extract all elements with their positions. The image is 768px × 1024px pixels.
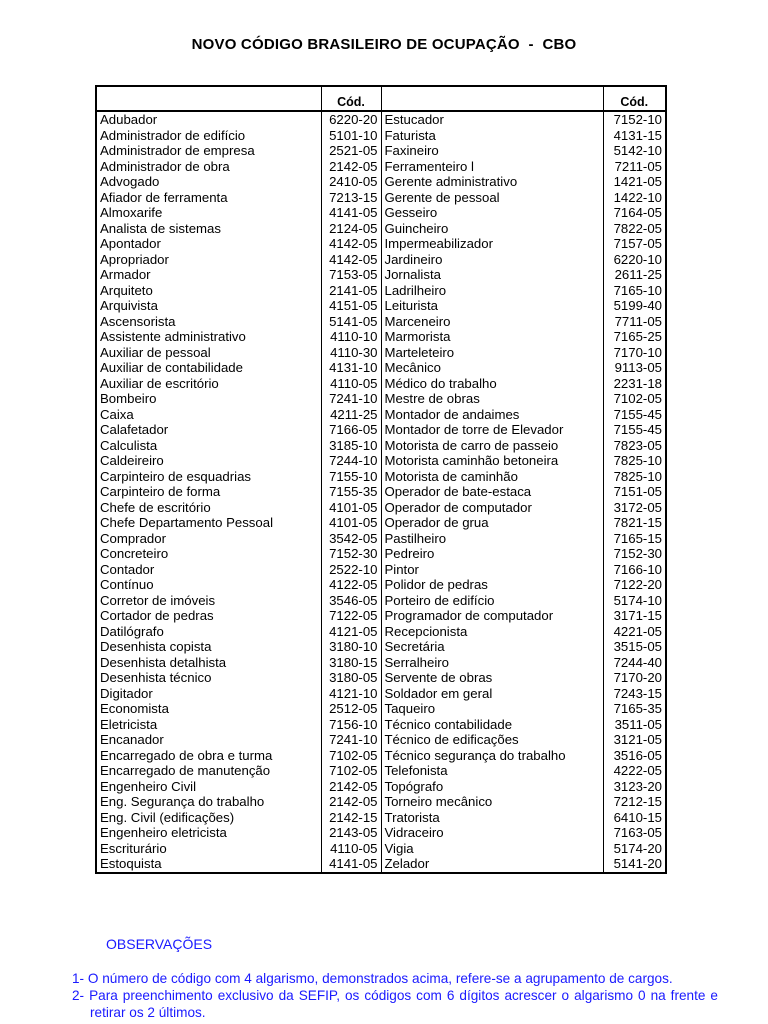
table-row xyxy=(96,143,666,159)
cell-occupation-right: Polidor de pedras xyxy=(381,577,603,593)
cell-code-left: 4121-05 xyxy=(321,624,381,640)
cell-occupation-right: Recepcionista xyxy=(381,624,603,640)
cell-occupation-left: Calculista xyxy=(100,437,158,453)
cell-code-left: 4110-05 xyxy=(321,841,381,857)
cell-occupation-left: Administrador de obra xyxy=(100,158,230,174)
cell-occupation-right: Técnico de edificações xyxy=(381,732,603,748)
cell-code-left: 2142-05 xyxy=(321,794,381,810)
cell-code-left: 2142-05 xyxy=(321,779,381,795)
cell-occupation-right: Marteleteiro xyxy=(381,345,603,361)
cell-occupation-right: Tratorista xyxy=(381,810,603,826)
cell-occupation-left: Afiador de ferramenta xyxy=(100,189,228,205)
cell-code-right: 7821-15 xyxy=(603,515,666,531)
cell-occupation-left: Caixa xyxy=(100,406,134,422)
cell-occupation-right: Mecânico xyxy=(381,360,603,376)
cell-occupation-left: Contínuo xyxy=(100,577,154,592)
cell-code-right: 7823-05 xyxy=(603,438,666,454)
cell-code-right: 7164-05 xyxy=(603,205,666,221)
note-2: 2- Para preenchimento exclusivo da SEFIP, os códigos com 6 dígitos acrescer o algarismo 0 na frente e retirar os 2 últimos. xyxy=(72,988,718,1020)
table-row xyxy=(96,531,666,547)
cell-occupation-right: Motorista de caminhão xyxy=(381,469,603,485)
cell-occupation-right: Faxineiro xyxy=(381,143,603,159)
cell-code-right: 7711-05 xyxy=(603,314,666,330)
cell-occupation-right: Guincheiro xyxy=(381,221,603,237)
table-row xyxy=(96,159,666,175)
cell-code-left: 7241-10 xyxy=(321,391,381,407)
cell-occupation-right: Secretária xyxy=(381,639,603,655)
cell-occupation-left: Administrador de empresa xyxy=(100,143,255,158)
cell-code-right: 3121-05 xyxy=(603,732,666,748)
cell-code-right: 5142-10 xyxy=(603,143,666,159)
cell-code-left: 4110-30 xyxy=(321,345,381,361)
cell-code-left: 3542-05 xyxy=(321,531,381,547)
cell-occupation-left: Bombeiro xyxy=(100,391,157,406)
table-row xyxy=(96,422,666,438)
cell-code-right: 6220-10 xyxy=(603,252,666,268)
cell-occupation-left: Apontador xyxy=(100,236,161,251)
table-row xyxy=(96,267,666,283)
cell-occupation-right: Vidraceiro xyxy=(381,825,603,841)
cell-code-right: 5174-20 xyxy=(603,841,666,857)
cell-occupation-left: Chefe de escritório xyxy=(100,499,211,515)
cell-code-right: 7152-30 xyxy=(603,546,666,562)
cell-code-right: 4221-05 xyxy=(603,624,666,640)
cell-code-left: 2141-05 xyxy=(321,283,381,299)
table-header-row xyxy=(96,86,666,111)
cell-code-left: 4101-05 xyxy=(321,515,381,531)
cell-occupation-left: Engenheiro Civil xyxy=(100,778,197,794)
cell-occupation-right: Gerente administrativo xyxy=(381,174,603,190)
cell-occupation-left: Eng. Segurança do trabalho xyxy=(100,794,265,809)
cell-code-left: 2512-05 xyxy=(321,701,381,717)
header-occupation-right xyxy=(381,86,603,111)
cell-code-right: 7170-10 xyxy=(603,345,666,361)
cell-code-right: 7212-15 xyxy=(603,794,666,810)
cell-occupation-left: Datilógrafo xyxy=(100,623,164,639)
cell-occupation-left: Auxiliar de contabilidade xyxy=(100,360,243,375)
cell-code-right: 5174-10 xyxy=(603,593,666,609)
cell-occupation-right: Faturista xyxy=(381,128,603,144)
table-row xyxy=(96,252,666,268)
table-row xyxy=(96,329,666,345)
cell-code-left: 2142-05 xyxy=(321,159,381,175)
cell-code-right: 5141-20 xyxy=(603,856,666,873)
cell-occupation-right: Jardineiro xyxy=(381,252,603,268)
cell-occupation-left: Advogado xyxy=(100,174,160,189)
cell-code-left: 6220-20 xyxy=(321,111,381,128)
cell-code-left: 2522-10 xyxy=(321,562,381,578)
cell-occupation-left: Desenhista técnico xyxy=(100,670,212,685)
cell-occupation-right: Servente de obras xyxy=(381,670,603,686)
cell-code-right: 7170-20 xyxy=(603,670,666,686)
cell-occupation-right: Pastilheiro xyxy=(381,531,603,547)
cell-occupation-left: Concreteiro xyxy=(100,546,169,561)
cell-code-right: 7825-10 xyxy=(603,453,666,469)
table-row xyxy=(96,686,666,702)
cell-code-left: 2142-15 xyxy=(321,810,381,826)
cell-code-left: 7244-10 xyxy=(321,453,381,469)
cell-code-left: 4122-05 xyxy=(321,577,381,593)
cell-code-right: 7151-05 xyxy=(603,484,666,500)
cell-code-left: 3185-10 xyxy=(321,438,381,454)
cell-occupation-left: Eng. Civil (edificações) xyxy=(100,809,235,825)
table-row xyxy=(96,345,666,361)
table-row xyxy=(96,655,666,671)
cell-code-left: 7166-05 xyxy=(321,422,381,438)
cell-code-right: 7825-10 xyxy=(603,469,666,485)
cell-code-right: 7155-45 xyxy=(603,407,666,423)
cell-code-left: 3180-05 xyxy=(321,670,381,686)
cell-occupation-right: Mestre de obras xyxy=(381,391,603,407)
cell-code-left: 3546-05 xyxy=(321,593,381,609)
observations-heading: OBSERVAÇÕES xyxy=(106,936,213,952)
cell-code-left: 7241-10 xyxy=(321,732,381,748)
cell-code-right: 7165-15 xyxy=(603,531,666,547)
table-row xyxy=(96,205,666,221)
cell-code-left: 3180-15 xyxy=(321,655,381,671)
cell-occupation-right: Estucador xyxy=(381,111,603,128)
cell-occupation-left: Encanador xyxy=(100,732,164,747)
cell-occupation-left: Escriturário xyxy=(100,840,167,856)
cell-code-left: 7102-05 xyxy=(321,748,381,764)
cell-code-left: 7213-15 xyxy=(321,190,381,206)
cell-occupation-left: Calafetador xyxy=(100,422,169,437)
cell-occupation-right: Motorista de carro de passeio xyxy=(381,438,603,454)
cell-code-left: 7155-10 xyxy=(321,469,381,485)
cell-occupation-right: Telefonista xyxy=(381,763,603,779)
cell-code-right: 7163-05 xyxy=(603,825,666,841)
cell-code-left: 4151-05 xyxy=(321,298,381,314)
table-row xyxy=(96,314,666,330)
table-row xyxy=(96,407,666,423)
cell-code-left: 5141-05 xyxy=(321,314,381,330)
document-title: NOVO CÓDIGO BRASILEIRO DE OCUPAÇÃO - CBO xyxy=(191,36,577,53)
table-row xyxy=(96,779,666,795)
table-row xyxy=(96,376,666,392)
cell-occupation-right: Leiturista xyxy=(381,298,603,314)
cell-occupation-left: Encarregado de obra e turma xyxy=(100,747,273,763)
cell-occupation-left: Administrador de edifício xyxy=(100,127,246,143)
cell-code-left: 4211-25 xyxy=(321,407,381,423)
cell-occupation-left: Almoxarife xyxy=(100,205,163,220)
cell-code-right: 3123-20 xyxy=(603,779,666,795)
cell-code-left: 4121-10 xyxy=(321,686,381,702)
cell-occupation-left: Chefe Departamento Pessoal xyxy=(100,515,274,530)
header-code-right: Cód. xyxy=(603,86,666,111)
cell-occupation-left: Economista xyxy=(100,701,169,716)
cell-occupation-left: Engenheiro eletricista xyxy=(100,825,227,840)
cell-code-right: 4131-15 xyxy=(603,128,666,144)
table-row xyxy=(96,298,666,314)
cell-occupation-right: Marceneiro xyxy=(381,314,603,330)
table-row xyxy=(96,810,666,826)
cell-occupation-right: Ladrilheiro xyxy=(381,283,603,299)
table-row xyxy=(96,484,666,500)
cell-code-left: 4101-05 xyxy=(321,500,381,516)
cell-occupation-left: Ascensorista xyxy=(100,313,176,329)
table-row xyxy=(96,856,666,873)
table-row xyxy=(96,391,666,407)
cell-code-right: 3171-15 xyxy=(603,608,666,624)
cell-code-right: 7165-35 xyxy=(603,701,666,717)
cbo-table xyxy=(95,85,667,874)
cell-occupation-left: Auxiliar de escritório xyxy=(100,375,219,391)
cell-code-right: 7155-45 xyxy=(603,422,666,438)
cell-occupation-left: Cortador de pedras xyxy=(100,608,214,623)
table-row xyxy=(96,546,666,562)
table-row xyxy=(96,111,666,128)
table-row xyxy=(96,624,666,640)
cell-occupation-right: Gerente de pessoal xyxy=(381,190,603,206)
cell-occupation-left: Analista de sistemas xyxy=(100,220,221,236)
table-row xyxy=(96,608,666,624)
cell-code-left: 4142-05 xyxy=(321,252,381,268)
cell-code-left: 4141-05 xyxy=(321,205,381,221)
cell-occupation-left: Contador xyxy=(100,561,155,577)
table-row xyxy=(96,515,666,531)
cell-code-left: 4110-05 xyxy=(321,376,381,392)
table-row xyxy=(96,794,666,810)
table-body xyxy=(96,111,666,873)
cell-occupation-left: Encarregado de manutenção xyxy=(100,763,271,778)
cell-code-right: 7122-20 xyxy=(603,577,666,593)
cell-occupation-left: Corretor de imóveis xyxy=(100,592,216,608)
cell-occupation-right: Topógrafo xyxy=(381,779,603,795)
cell-code-right: 7244-40 xyxy=(603,655,666,671)
table-row xyxy=(96,221,666,237)
cell-occupation-left: Carpinteiro de forma xyxy=(100,484,221,499)
cell-occupation-left: Eletricista xyxy=(100,716,158,732)
cell-code-right: 1422-10 xyxy=(603,190,666,206)
table-row xyxy=(96,670,666,686)
cell-occupation-right: Técnico contabilidade xyxy=(381,717,603,733)
cell-code-right: 4222-05 xyxy=(603,763,666,779)
cell-occupation-left: Desenhista detalhista xyxy=(100,654,227,670)
cell-occupation-right: Montador de torre de Elevador xyxy=(381,422,603,438)
cell-code-right: 3172-05 xyxy=(603,500,666,516)
cell-code-left: 2124-05 xyxy=(321,221,381,237)
note-1: 1- O número de código com 4 algarismo, demonstrados acima, refere-se a agrupamento de cargos. xyxy=(72,971,673,986)
cell-code-right: 2231-18 xyxy=(603,376,666,392)
cell-code-left: 7152-30 xyxy=(321,546,381,562)
cell-occupation-right: Técnico segurança do trabalho xyxy=(381,748,603,764)
cell-occupation-left: Desenhista copista xyxy=(100,639,212,654)
table-row xyxy=(96,236,666,252)
cell-occupation-right: Médico do trabalho xyxy=(381,376,603,392)
cell-occupation-left: Carpinteiro de esquadrias xyxy=(100,468,252,484)
cell-code-left: 2143-05 xyxy=(321,825,381,841)
cell-occupation-right: Gesseiro xyxy=(381,205,603,221)
cell-code-left: 2521-05 xyxy=(321,143,381,159)
cell-code-left: 7155-35 xyxy=(321,484,381,500)
cell-code-right: 7152-10 xyxy=(603,111,666,128)
cell-occupation-right: Operador de computador xyxy=(381,500,603,516)
cell-code-right: 6410-15 xyxy=(603,810,666,826)
cell-code-right: 3515-05 xyxy=(603,639,666,655)
cell-code-left: 4110-10 xyxy=(321,329,381,345)
cell-occupation-right: Taqueiro xyxy=(381,701,603,717)
cell-occupation-left: Estoquista xyxy=(100,856,162,871)
cell-occupation-left: Assistente administrativo xyxy=(100,329,246,344)
table-row xyxy=(96,283,666,299)
cell-occupation-left: Apropriador xyxy=(100,251,169,267)
table-row xyxy=(96,732,666,748)
cell-occupation-right: Motorista caminhão betoneira xyxy=(381,453,603,469)
table-row xyxy=(96,593,666,609)
cell-occupation-right: Zelador xyxy=(381,856,603,873)
cell-occupation-right: Montador de andaimes xyxy=(381,407,603,423)
table-row xyxy=(96,763,666,779)
cell-occupation-right: Soldador em geral xyxy=(381,686,603,702)
cell-occupation-left: Digitador xyxy=(100,685,153,701)
cell-occupation-right: Jornalista xyxy=(381,267,603,283)
cell-code-right: 7165-10 xyxy=(603,283,666,299)
table-row xyxy=(96,128,666,144)
cell-occupation-right: Operador de grua xyxy=(381,515,603,531)
cell-occupation-right: Serralheiro xyxy=(381,655,603,671)
table-row xyxy=(96,577,666,593)
cell-occupation-left: Auxiliar de pessoal xyxy=(100,344,211,360)
cell-code-right: 7102-05 xyxy=(603,391,666,407)
cell-code-left: 7102-05 xyxy=(321,763,381,779)
cell-occupation-right: Pintor xyxy=(381,562,603,578)
cell-occupation-left: Adubador xyxy=(100,112,158,127)
cell-occupation-left: Caldeireiro xyxy=(100,453,164,468)
cell-occupation-right: Vigia xyxy=(381,841,603,857)
cell-occupation-right: Ferramenteiro l xyxy=(381,159,603,175)
cell-code-right: 2611-25 xyxy=(603,267,666,283)
cell-code-left: 7153-05 xyxy=(321,267,381,283)
cell-code-right: 7211-05 xyxy=(603,159,666,175)
cell-code-left: 3180-10 xyxy=(321,639,381,655)
cell-code-left: 7156-10 xyxy=(321,717,381,733)
table-row xyxy=(96,717,666,733)
cell-occupation-right: Torneiro mecânico xyxy=(381,794,603,810)
cell-code-right: 7243-15 xyxy=(603,686,666,702)
cell-code-left: 4131-10 xyxy=(321,360,381,376)
cell-code-right: 7822-05 xyxy=(603,221,666,237)
cell-code-left: 4142-05 xyxy=(321,236,381,252)
table-row xyxy=(96,701,666,717)
cell-code-right: 7165-25 xyxy=(603,329,666,345)
cell-occupation-right: Pedreiro xyxy=(381,546,603,562)
cell-code-right: 3511-05 xyxy=(603,717,666,733)
cell-occupation-right: Programador de computador xyxy=(381,608,603,624)
header-occupation-left xyxy=(96,86,321,111)
table-row xyxy=(96,174,666,190)
cell-code-right: 1421-05 xyxy=(603,174,666,190)
observations-notes xyxy=(72,970,718,1021)
cell-occupation-left: Armador xyxy=(100,267,151,282)
cell-code-left: 7122-05 xyxy=(321,608,381,624)
table-row xyxy=(96,190,666,206)
table-row xyxy=(96,360,666,376)
table-row xyxy=(96,500,666,516)
cell-code-right: 7166-10 xyxy=(603,562,666,578)
cell-code-left: 2410-05 xyxy=(321,174,381,190)
cell-code-right: 5199-40 xyxy=(603,298,666,314)
table-row xyxy=(96,453,666,469)
cell-occupation-right: Impermeabilizador xyxy=(381,236,603,252)
table-row xyxy=(96,438,666,454)
cell-occupation-left: Comprador xyxy=(100,530,166,546)
cell-code-right: 9113-05 xyxy=(603,360,666,376)
cell-code-right: 3516-05 xyxy=(603,748,666,764)
cell-occupation-left: Arquiteto xyxy=(100,282,153,298)
cell-code-left: 5101-10 xyxy=(321,128,381,144)
header-code-left: Cód. xyxy=(321,86,381,111)
cell-occupation-right: Operador de bate-estaca xyxy=(381,484,603,500)
cell-occupation-left: Arquivista xyxy=(100,298,158,313)
cell-code-right: 7157-05 xyxy=(603,236,666,252)
table-row xyxy=(96,562,666,578)
table-row xyxy=(96,825,666,841)
table-row xyxy=(96,748,666,764)
cell-code-left: 4141-05 xyxy=(321,856,381,873)
cell-occupation-right: Porteiro de edifício xyxy=(381,593,603,609)
table-row xyxy=(96,841,666,857)
table-row xyxy=(96,469,666,485)
cell-occupation-right: Marmorista xyxy=(381,329,603,345)
table-row xyxy=(96,639,666,655)
